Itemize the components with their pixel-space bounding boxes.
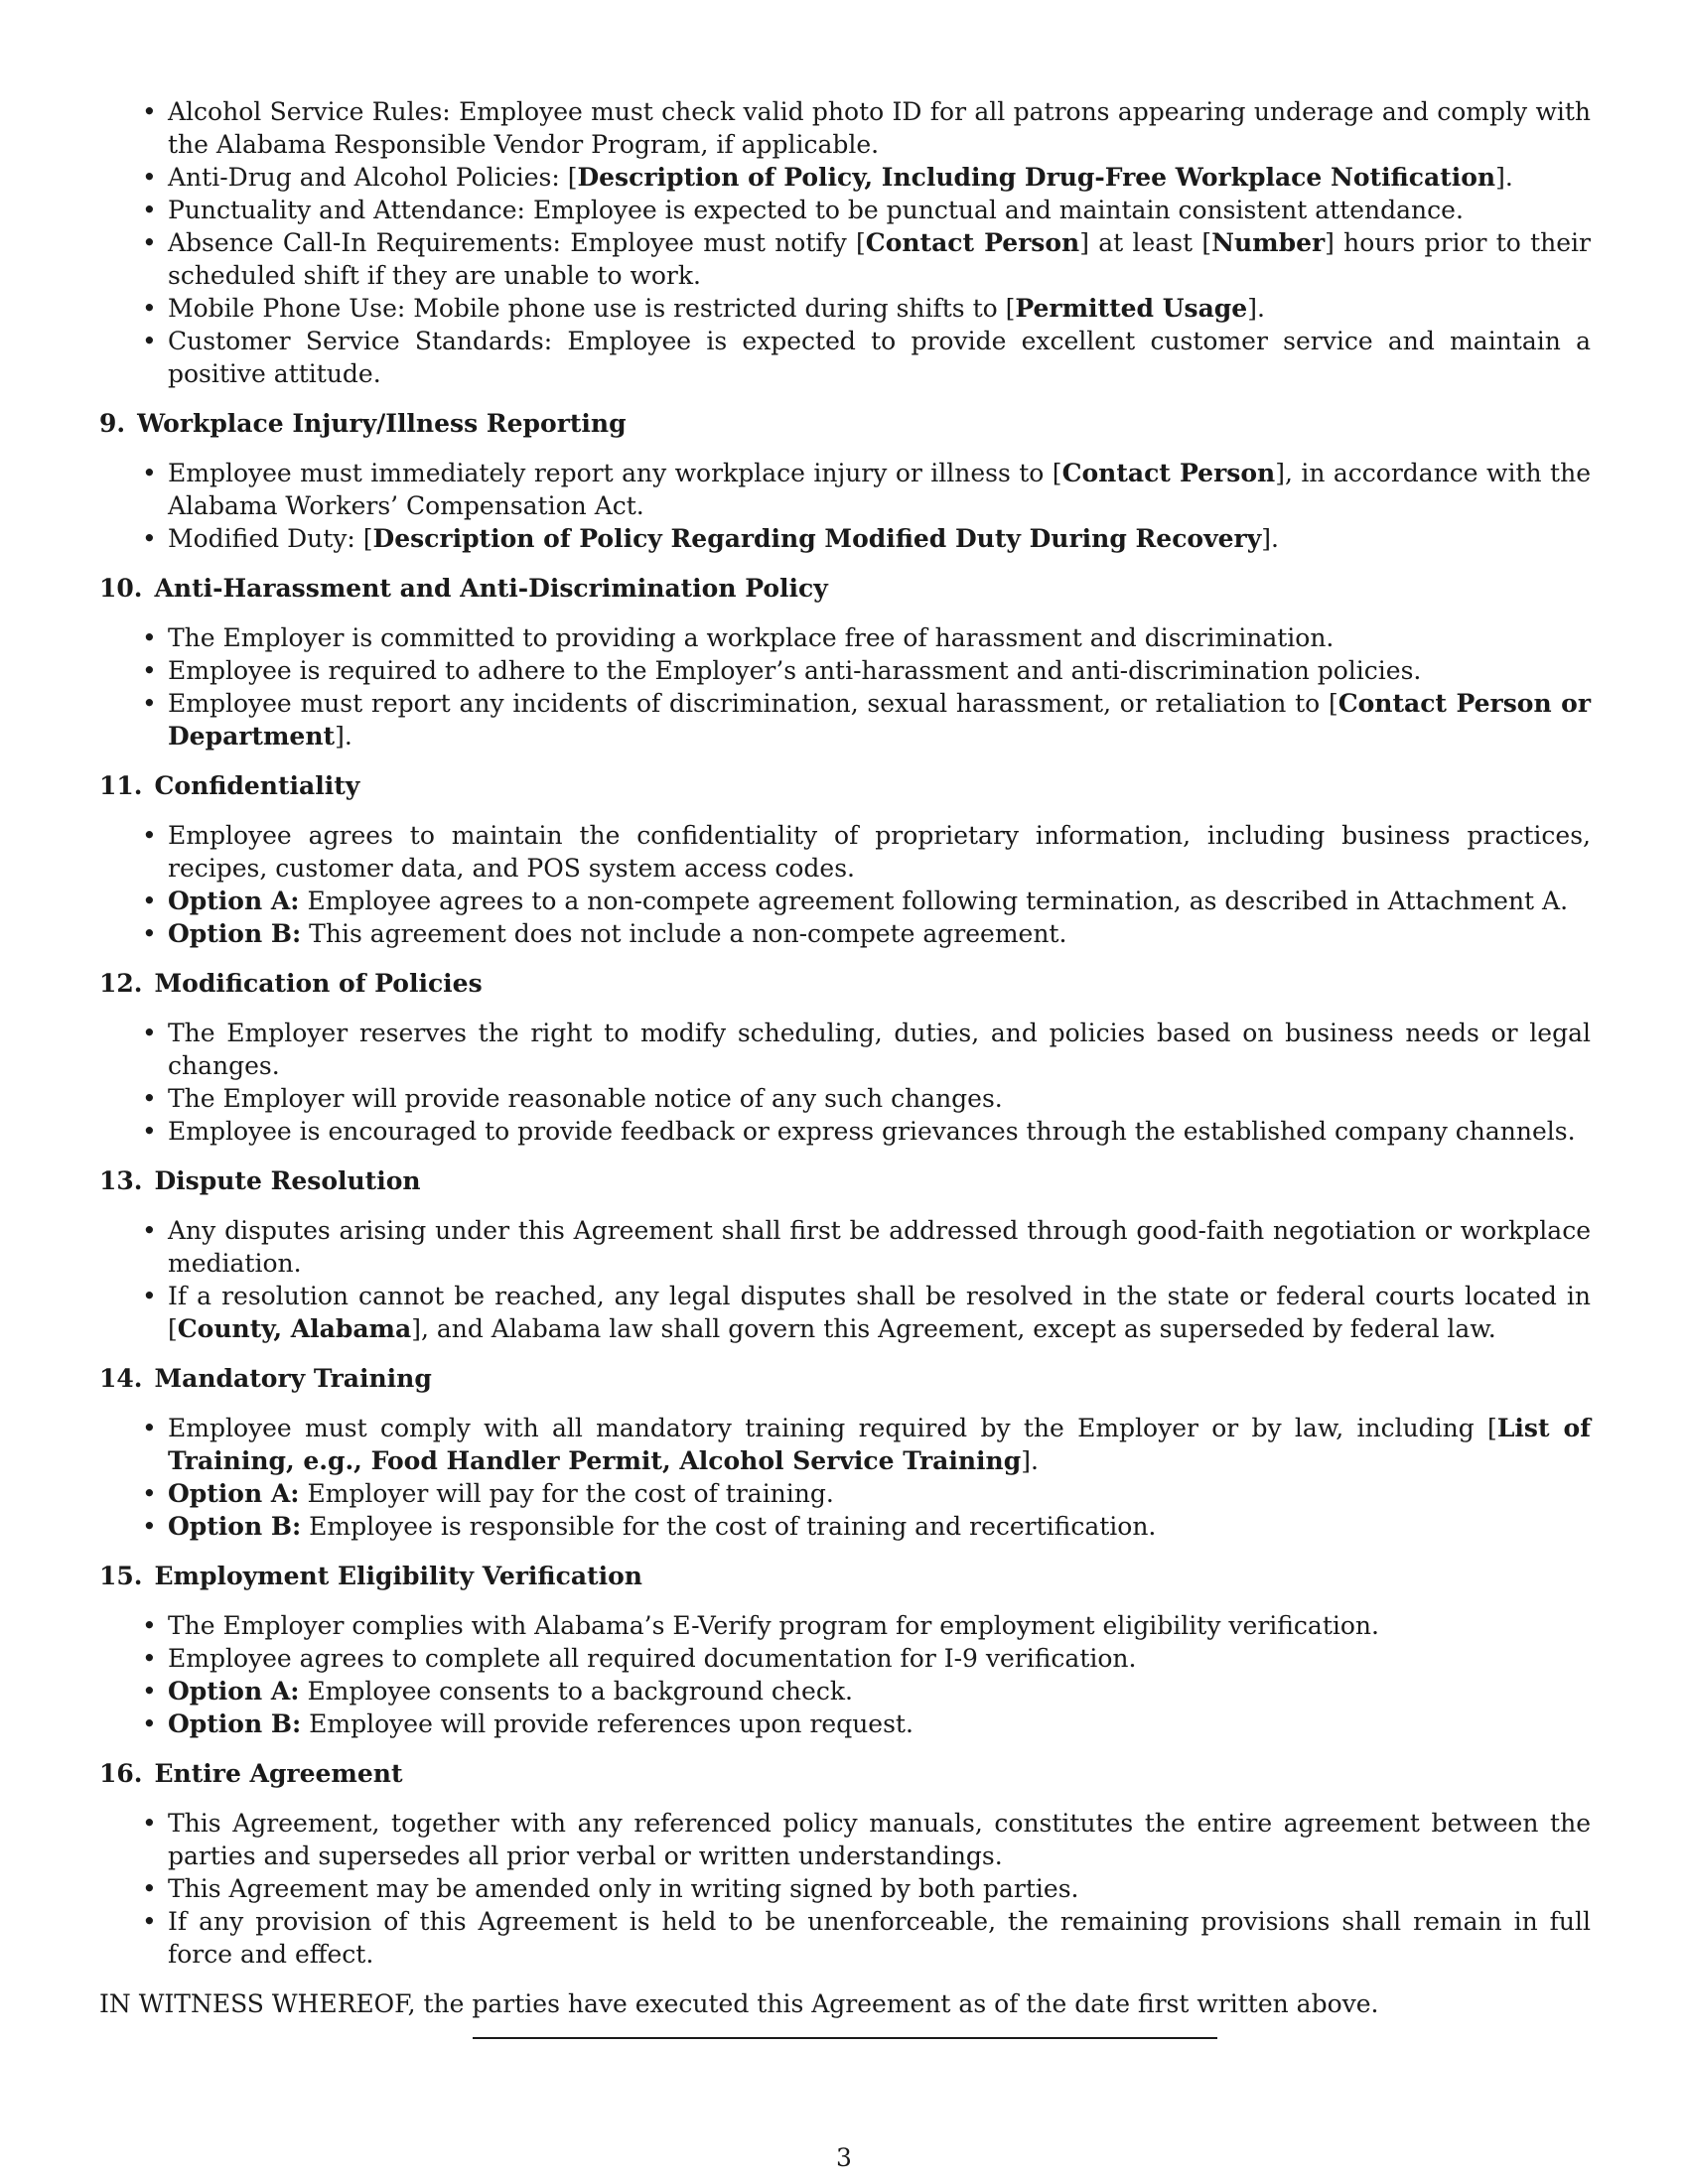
list-item xyxy=(168,194,1591,226)
item-text: ]. xyxy=(335,722,352,751)
section-heading-11 xyxy=(99,769,1591,802)
item-text: Employee will provide references upon request. xyxy=(309,1709,914,1738)
option-label: Option A: xyxy=(168,887,300,915)
placeholder-text: Description of Policy, Including Drug-Free Workplace Notification xyxy=(577,163,1496,192)
item-label: Anti-Drug and Alcohol Policies: xyxy=(168,163,560,192)
placeholder-text: List of Training, e.g., Food Handler Permit, Alcohol Service Training xyxy=(168,1414,1591,1475)
option-label: Option B: xyxy=(168,1709,302,1738)
item-label: Absence Call-In Requirements: xyxy=(168,228,561,257)
list-item xyxy=(168,1510,1591,1543)
list-item: • The Employer is committed to providing a workplace free of harassment and discrimination. xyxy=(168,621,1591,654)
list-item xyxy=(168,917,1591,950)
section-heading-13 xyxy=(99,1164,1591,1197)
list-item xyxy=(168,687,1591,752)
item-label: Mobile Phone Use: xyxy=(168,294,406,323)
witness-statement: IN WITNESS WHEREOF, the parties have executed this Agreement as of the date first written above. xyxy=(99,1989,1379,2018)
list-item: • This Agreement may be amended only in writing signed by both parties. xyxy=(168,1872,1591,1905)
option-label: Option A: xyxy=(168,1479,300,1508)
list-item xyxy=(168,1707,1591,1740)
option-label: Option A: xyxy=(168,1677,300,1706)
section-title: Modification of Policies xyxy=(154,969,483,998)
list-item xyxy=(168,226,1591,292)
section-13-list xyxy=(99,1214,1591,1345)
item-text: ] hours prior to their scheduled shift if they are unable to work. xyxy=(168,228,1591,290)
section-heading-9 xyxy=(99,407,1591,440)
list-item xyxy=(168,457,1591,522)
item-text: Employee must check valid photo ID for all patrons appearing underage and comply with the Alabama Responsible Vendor Program, if applicable. xyxy=(168,97,1591,159)
list-item xyxy=(168,95,1591,161)
list-item xyxy=(168,885,1591,917)
section-heading-15 xyxy=(99,1560,1591,1592)
placeholder-text: Contact Person xyxy=(1061,459,1276,487)
document-page xyxy=(99,95,1591,2020)
page-number: 3 xyxy=(836,2143,852,2172)
list-item: • This Agreement, together with any referenced policy manuals, constitutes the entire agreement between the parties and supersedes all prior verbal or written understandings. xyxy=(168,1807,1591,1872)
list-item: • Employee is encouraged to provide feedback or express grievances through the established company channels. xyxy=(168,1115,1591,1148)
section-number: 9. xyxy=(99,409,126,438)
section-15-list xyxy=(99,1609,1591,1740)
section-11-list xyxy=(99,819,1591,950)
item-text: Employer will pay for the cost of training. xyxy=(307,1479,834,1508)
section-title: Employment Eligibility Verification xyxy=(154,1562,642,1590)
section-title: Dispute Resolution xyxy=(154,1166,421,1195)
section-title: Entire Agreement xyxy=(154,1759,403,1788)
list-item: • The Employer will provide reasonable notice of any such changes. xyxy=(168,1082,1591,1115)
item-text: Employee agrees to a non-compete agreement following termination, as described in Attachment A. xyxy=(307,887,1569,915)
placeholder-text: Number xyxy=(1211,228,1326,257)
list-item: • Employee agrees to complete all required documentation for I-9 verification. xyxy=(168,1642,1591,1675)
section-12-list xyxy=(99,1017,1591,1148)
placeholder-text: Contact Person xyxy=(865,228,1080,257)
item-text: Employee must report any incidents of discrimination, sexual harassment, or retaliation to [ xyxy=(168,689,1338,718)
policy-list xyxy=(99,95,1591,390)
bracket: [ xyxy=(567,163,578,192)
section-heading-14 xyxy=(99,1362,1591,1395)
list-item xyxy=(168,325,1591,390)
section-number: 11. xyxy=(99,771,143,800)
bracket: ]. xyxy=(1495,163,1513,192)
item-label: Customer Service Standards: xyxy=(168,327,553,355)
section-heading-16 xyxy=(99,1757,1591,1790)
placeholder-text: Description of Policy Regarding Modified Duty During Recovery xyxy=(372,524,1262,553)
section-number: 12. xyxy=(99,969,143,998)
option-label: Option B: xyxy=(168,919,302,948)
section-number: 10. xyxy=(99,574,143,603)
item-text: Modified Duty: [ xyxy=(168,524,373,553)
item-text: ] at least [ xyxy=(1079,228,1212,257)
list-item: • Employee is required to adhere to the Employer’s anti-harassment and anti-discrimination policies. xyxy=(168,654,1591,687)
section-16-list xyxy=(99,1807,1591,1971)
item-text: ]. xyxy=(1261,524,1279,553)
list-item xyxy=(168,161,1591,194)
list-item xyxy=(168,1675,1591,1707)
list-item xyxy=(168,1280,1591,1345)
list-item xyxy=(168,522,1591,555)
placeholder-text: Permitted Usage xyxy=(1015,294,1248,323)
item-text: Employee is expected to be punctual and maintain consistent attendance. xyxy=(532,196,1464,224)
item-text: ]. xyxy=(1021,1446,1039,1475)
item-text: Employee is responsible for the cost of training and recertification. xyxy=(309,1512,1157,1541)
section-number: 15. xyxy=(99,1562,143,1590)
section-9-list xyxy=(99,457,1591,555)
list-item xyxy=(168,292,1591,325)
option-label: Option B: xyxy=(168,1512,302,1541)
section-10-list xyxy=(99,621,1591,752)
section-14-list xyxy=(99,1412,1591,1543)
item-text: Employee must immediately report any workplace injury or illness to [ xyxy=(168,459,1062,487)
section-heading-10 xyxy=(99,572,1591,605)
list-item xyxy=(168,1412,1591,1477)
item-label: Punctuality and Attendance: xyxy=(168,196,525,224)
section-title: Confidentiality xyxy=(154,771,360,800)
section-title: Workplace Injury/Illness Reporting xyxy=(137,409,627,438)
list-item: • The Employer complies with Alabama’s E-Verify program for employment eligibility verification. xyxy=(168,1609,1591,1642)
section-title: Anti-Harassment and Anti-Discrimination Policy xyxy=(154,574,828,603)
list-item: • Any disputes arising under this Agreement shall first be addressed through good-faith negotiation or workplace mediation. xyxy=(168,1214,1591,1280)
item-text: ], in accordance with the Alabama Workers’ Compensation Act. xyxy=(168,459,1591,520)
signature-line xyxy=(473,2037,1217,2039)
list-item: • Employee agrees to maintain the confidentiality of proprietary information, including business practices, recipes, customer data, and POS system access codes. xyxy=(168,819,1591,885)
item-text: Employee is expected to provide excellent customer service and maintain a positive attitude. xyxy=(168,327,1591,388)
item-label: Alcohol Service Rules: xyxy=(168,97,451,126)
list-item: • If any provision of this Agreement is held to be unenforceable, the remaining provisions shall remain in full force and effect. xyxy=(168,1905,1591,1971)
item-text: Employee must notify [ xyxy=(570,228,866,257)
item-text: ], and Alabama law shall govern this Agreement, except as superseded by federal law. xyxy=(411,1314,1496,1343)
placeholder-text: Contact Person or Department xyxy=(168,689,1591,751)
item-text: Employee consents to a background check. xyxy=(307,1677,853,1706)
section-heading-12 xyxy=(99,967,1591,1000)
list-item: • The Employer reserves the right to modify scheduling, duties, and policies based on business needs or legal changes. xyxy=(168,1017,1591,1082)
item-text: This agreement does not include a non-compete agreement. xyxy=(309,919,1067,948)
item-text: Mobile phone use is restricted during shifts to [ xyxy=(413,294,1016,323)
placeholder-text: County, Alabama xyxy=(177,1314,412,1343)
section-number: 14. xyxy=(99,1364,143,1393)
item-text: Employee must comply with all mandatory training required by the Employer or by law, including [ xyxy=(168,1414,1497,1442)
section-number: 16. xyxy=(99,1759,143,1788)
item-text: If a resolution cannot be reached, any legal disputes shall be resolved in the state or federal courts located in [ xyxy=(168,1282,1591,1343)
section-number: 13. xyxy=(99,1166,143,1195)
item-text: ]. xyxy=(1247,294,1265,323)
section-title: Mandatory Training xyxy=(154,1364,432,1393)
list-item xyxy=(168,1477,1591,1510)
